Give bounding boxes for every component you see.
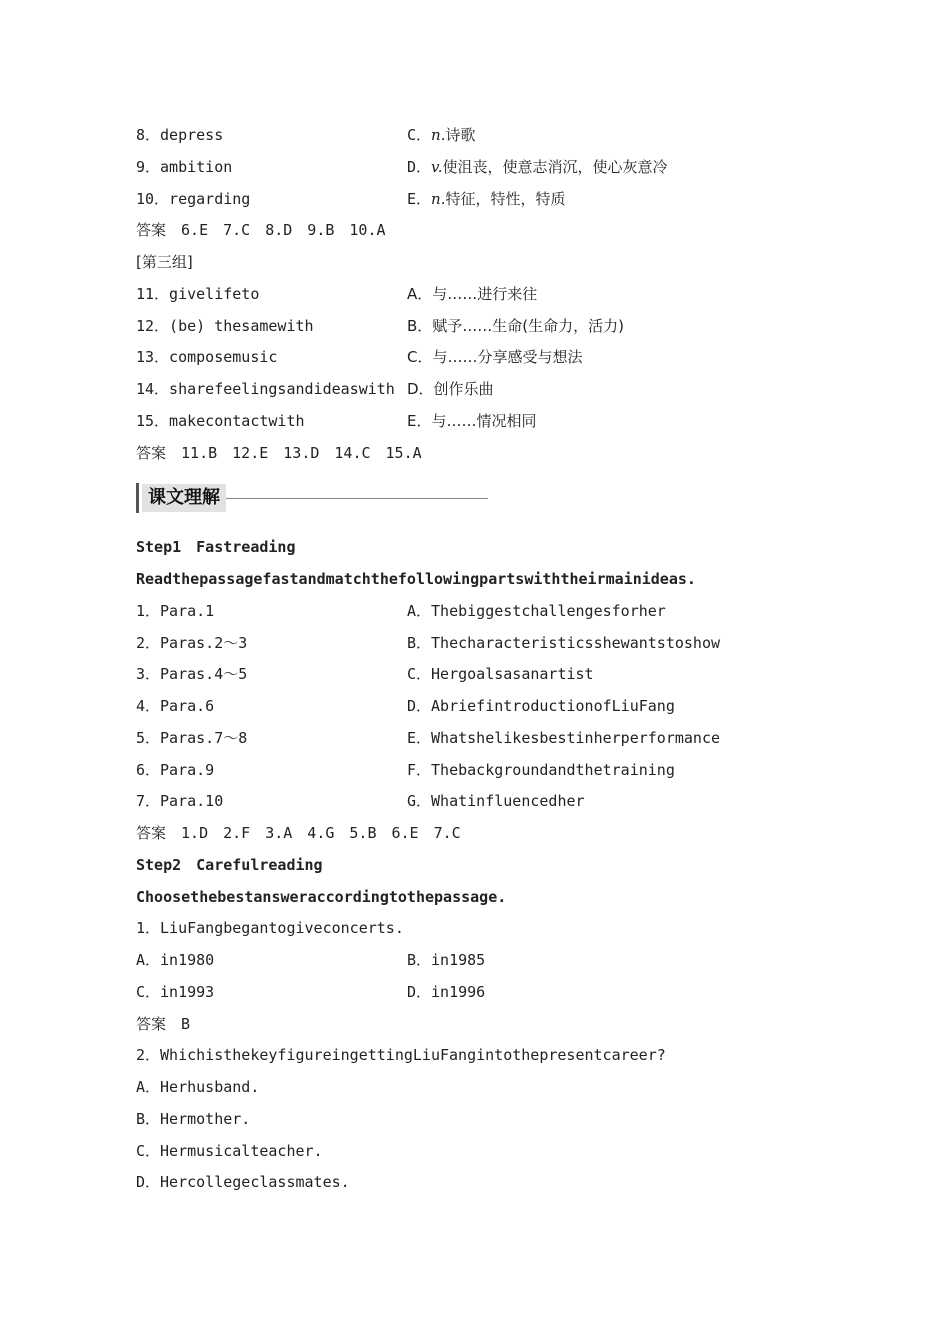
question: 1．LiuFangbegantogiveconcerts. <box>136 919 404 938</box>
answer-label: 答案 <box>136 443 167 462</box>
answer-label: 答案 <box>136 824 167 842</box>
answer-text: 1.D 2.F 3.A 4.G 5.B 6.E 7.C <box>181 824 461 842</box>
main-idea: B．Thecharacteristicsshewantstoshow <box>407 633 721 652</box>
answer-line <box>136 818 836 850</box>
document-page <box>136 120 836 1199</box>
answer-label: 答案 <box>136 1014 167 1033</box>
main-idea: F．Thebackgroundandthetraining <box>407 760 675 779</box>
main-idea: G．Whatinfluencedher <box>407 792 585 811</box>
vocab-word: 9．ambition <box>136 157 233 176</box>
step1-title: Step1 Fastreading <box>136 538 296 557</box>
group-heading: [第三组] <box>136 253 193 271</box>
match-row <box>136 596 836 628</box>
answer-label: 答案 <box>136 221 167 240</box>
match-row <box>136 786 836 818</box>
answer-text: 11.B 12.E 13.D 14.C 15.A <box>181 443 422 462</box>
vocab-row <box>136 374 836 406</box>
paragraph-ref: 3．Paras.4～5 <box>136 665 248 684</box>
phrase-meaning: E．与……情况相同 <box>407 411 537 430</box>
step2-title: Step2 Carefulreading <box>136 855 323 874</box>
vocab-word: 8．depress <box>136 126 224 144</box>
phrase: 13．composemusic <box>136 348 278 367</box>
main-idea: E．Whatshelikesbestinherperformance <box>407 728 721 747</box>
option: A．Herhusband. <box>136 1078 260 1096</box>
vocab-definition: E．n.特征，特性，特质 <box>407 189 566 208</box>
phrase: 12．(be) thesamewith <box>136 316 314 335</box>
phrase: 15．makecontactwith <box>136 411 305 430</box>
section-divider <box>226 498 488 499</box>
main-idea: C．Hergoalsasanartist <box>407 665 594 684</box>
phrase-meaning: A．与……进行来往 <box>407 284 538 303</box>
option: C．in1993 <box>136 982 215 1001</box>
main-idea: A．Thebiggestchallengesforher <box>407 601 666 620</box>
answer-text: B <box>181 1014 191 1033</box>
vocab-word: 10．regarding <box>136 189 251 208</box>
vocab-row <box>136 279 836 311</box>
option: C．Hermusicalteacher. <box>136 1141 323 1160</box>
match-row <box>136 691 836 723</box>
answer-line <box>136 438 836 470</box>
vocab-definition: C．n.诗歌 <box>407 126 476 144</box>
match-row <box>136 628 836 660</box>
phrase: 14．sharefeelingsandideaswith <box>136 380 395 398</box>
vocab-row <box>136 120 836 152</box>
option: B．in1985 <box>407 951 486 969</box>
paragraph-ref: 6．Para.9 <box>136 760 215 779</box>
paragraph-ref: 2．Paras.2～3 <box>136 633 248 652</box>
vocab-definition: D．v.使沮丧，使意志消沉，使心灰意冷 <box>407 157 668 176</box>
step1-instruction: Readthepassagefastandmatchthefollowingpartswiththeirmainideas. <box>136 570 696 588</box>
phrase-meaning: C．与……分享感受与想法 <box>407 348 583 367</box>
options-row <box>136 945 836 977</box>
vocab-row <box>136 184 836 216</box>
phrase-meaning: D．创作乐曲 <box>407 380 494 398</box>
vocab-row <box>136 152 836 184</box>
option: D．in1996 <box>407 982 486 1001</box>
paragraph-ref: 5．Paras.7～8 <box>136 728 248 747</box>
option: D．Hercollegeclassmates. <box>136 1173 350 1192</box>
question: 2．WhichisthekeyfigureingettingLiuFangintothepresentcareer? <box>136 1046 666 1065</box>
answer-line <box>136 215 836 247</box>
paragraph-ref: 4．Para.6 <box>136 697 215 715</box>
phrase-meaning: B．赋予……生命(生命力，活力) <box>407 316 624 335</box>
vocab-row <box>136 342 836 374</box>
phrase: 11．givelifeto <box>136 284 260 303</box>
match-row <box>136 659 836 691</box>
match-row <box>136 755 836 787</box>
paragraph-ref: 7．Para.10 <box>136 792 224 811</box>
option: B．Hermother. <box>136 1109 251 1128</box>
vocab-row <box>136 406 836 438</box>
section-header <box>136 469 836 532</box>
option: A．in1980 <box>136 951 215 969</box>
step2-instruction: Choosethebestansweraccordingtothepassage. <box>136 887 507 906</box>
match-row <box>136 723 836 755</box>
section-title: 课文理解 <box>142 484 226 512</box>
section-bar <box>136 483 139 513</box>
paragraph-ref: 1．Para.1 <box>136 601 215 620</box>
options-row <box>136 977 836 1009</box>
main-idea: D．AbriefintroductionofLiuFang <box>407 697 675 715</box>
answer-text: 6.E 7.C 8.D 9.B 10.A <box>181 221 386 240</box>
answer-line <box>136 1009 836 1041</box>
vocab-row <box>136 311 836 343</box>
